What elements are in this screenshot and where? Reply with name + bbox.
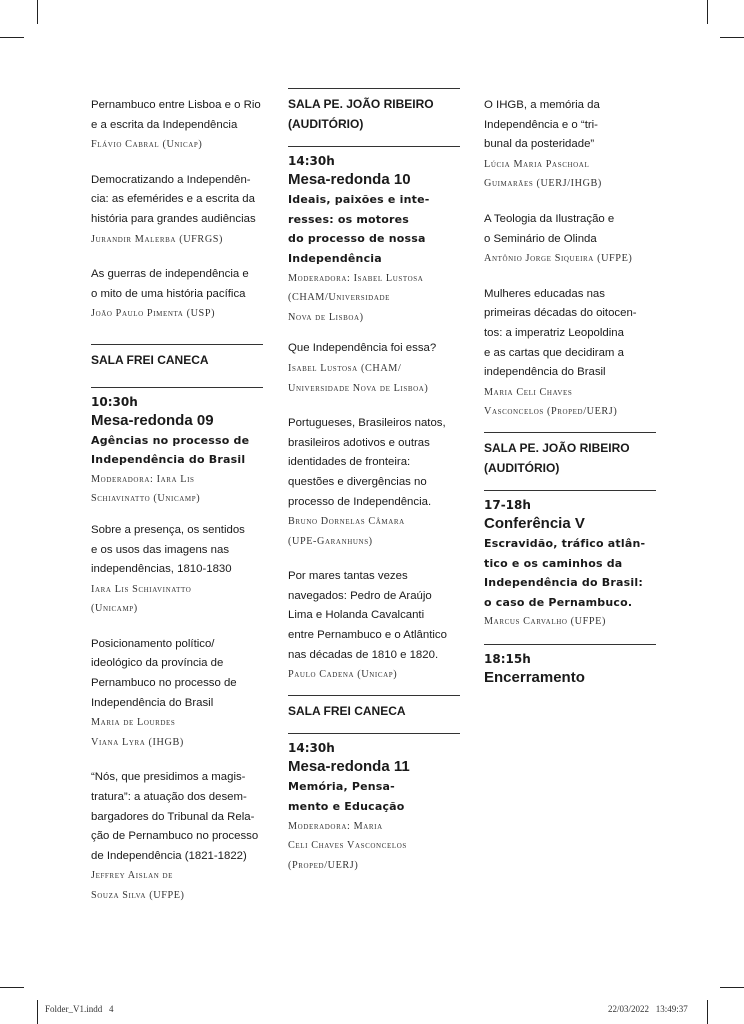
room-heading: SALA PE. JOÃO RIBEIRO (AUDITÓRIO) [288,88,460,134]
talk-author: Antônio Jorge Siqueira (UFPE) [484,253,633,265]
session-block [91,387,263,509]
footer-file-name: Folder_V1.indd 4 [45,1004,114,1014]
talk-item [91,768,263,905]
closing-block [484,644,656,688]
session-moderator: Moderadora: Isabel Lustosa (CHAM/Universidade Nova de Lisboa) [288,272,424,323]
room-heading: SALA PE. JOÃO RIBEIRO (AUDITÓRIO) [484,432,656,478]
talk-title: Portugueses, Brasileiros natos, brasileiros adotivos e outras identidades de fronteira: questões e divergências no processo de Independência. [288,417,446,508]
session-title: Mesa-redonda 11 [288,758,410,776]
talk-author: Bruno Dornelas Câmara (UPE-Garanhuns) [288,516,405,547]
talk-title: Pernambuco entre Lisboa e o Rio e a escrita da Independência [91,99,261,131]
talk-title: Sobre a presença, os sentidos e os usos das imagens nas independências, 1810-1830 [91,523,245,576]
room-heading: SALA FREI CANECA [91,344,263,371]
talk-author: Flávio Cabral (Unicap) [91,139,203,151]
talk-item [288,339,460,398]
talk-title: Por mares tantas vezes navegados: Pedro de Araújo Lima e Holanda Cavalcanti entre Pernambuco e o Atlântico nas décadas de 1810 e 1820. [288,570,447,661]
column-1 [91,96,263,922]
conference-block [484,490,656,632]
talk-title: Mulheres educadas nas primeiras décadas do oitocen- tos: a imperatriz Leopoldina e as cartas que decidiram a independência do Brasil [484,287,637,379]
closing-time: 18:15h [484,652,531,667]
talk-author: Paulo Cadena (Unicap) [288,669,398,681]
conference-speaker: Marcus Carvalho (UFPE) [484,616,606,628]
talk-item [484,285,656,422]
session-time: 10:30h [91,394,138,409]
session-subtitle: Memória, Pensa- mento e Educação [288,780,405,814]
talk-item [484,96,656,194]
talk-item [484,210,656,269]
talk-title: Democratizando a Independên- cia: as efemérides e a escrita da história para grandes audiências [91,173,256,225]
crop-mark-bottom-right-h [720,987,744,988]
session-time: 14:30h [288,154,335,169]
talk-author: João Paulo Pimenta (USP) [91,308,216,320]
session-title: Mesa-redonda 09 [91,411,214,429]
column-2 [288,88,460,887]
talk-author: Jurandir Malerba (UFRGS) [91,233,224,245]
conference-subtitle: Escravidão, tráfico atlân- tico e os caminhos da Independência do Brasil: o caso de Pernambuco. [484,537,646,609]
crop-mark-top-left-h [0,37,24,38]
session-moderator: Moderadora: Maria Celi Chaves Vasconcelos (Proped/UERJ) [288,820,407,871]
crop-mark-top-right-v [707,0,708,24]
closing-title: Encerramento [484,669,585,687]
session-title: Mesa-redonda 10 [288,171,411,189]
session-time: 14:30h [288,741,335,756]
crop-mark-bottom-left-h [0,987,24,988]
talk-author: Lúcia Maria Paschoal Guimarães (UERJ/IHGB) [484,158,602,190]
talk-author: Maria Celi Chaves Vasconcelos (Proped/UERJ) [484,386,618,418]
talk-item [91,265,263,324]
crop-mark-bottom-right-v [707,1000,708,1024]
conference-title: Conferência V [484,515,585,533]
crop-mark-bottom-left-v [37,1000,38,1024]
talk-title: As guerras de independência e o mito de uma história pacífica [91,268,249,300]
talk-title: Que Independência foi essa? [288,342,437,355]
footer-datetime: 22/03/2022 13:49:37 [608,1004,688,1014]
column-3 [484,96,656,700]
session-subtitle: Ideais, paixões e inte- resses: os motores do processo de nossa Independência [288,193,430,265]
session-block [288,733,460,875]
session-block [288,146,460,327]
talk-item [288,567,460,685]
talk-title: Posicionamento político/ ideológico da província de Pernambuco no processo de Independência do Brasil [91,637,237,709]
talk-item [91,96,263,155]
talk-item [91,521,263,619]
talk-title: O IHGB, a memória da Independência e o “tri- bunal da posteridade” [484,99,600,151]
talk-item [91,635,263,753]
talk-author: Iara Lis Schiavinatto (Unicamp) [91,583,192,615]
crop-mark-top-right-h [720,37,744,38]
talk-author: Jeffrey Aislan de Souza Silva (UFPE) [91,870,185,901]
crop-mark-top-left-v [37,0,38,24]
talk-item [288,414,460,551]
talk-title: A Teologia da Ilustração e o Seminário de Olinda [484,212,615,245]
conference-time: 17-18h [484,498,531,513]
talk-author: Isabel Lustosa (CHAM/ Universidade Nova de Lisboa) [288,362,429,394]
room-heading: SALA FREI CANECA [288,695,460,722]
talk-author: Maria de Lourdes Viana Lyra (IHGB) [91,717,184,748]
session-subtitle: Agências no processo de Independência do Brasil [91,433,250,467]
session-moderator: Moderadora: Iara Lis Schiavinatto (Unicamp) [91,473,201,505]
talk-title: “Nós, que presidimos a magis- tratura”: a atuação dos desem- bargadores do Tribunal da Rela- ção de Pernambuco no processo de Independência (1821-1822) [91,771,259,862]
talk-item [91,171,263,249]
